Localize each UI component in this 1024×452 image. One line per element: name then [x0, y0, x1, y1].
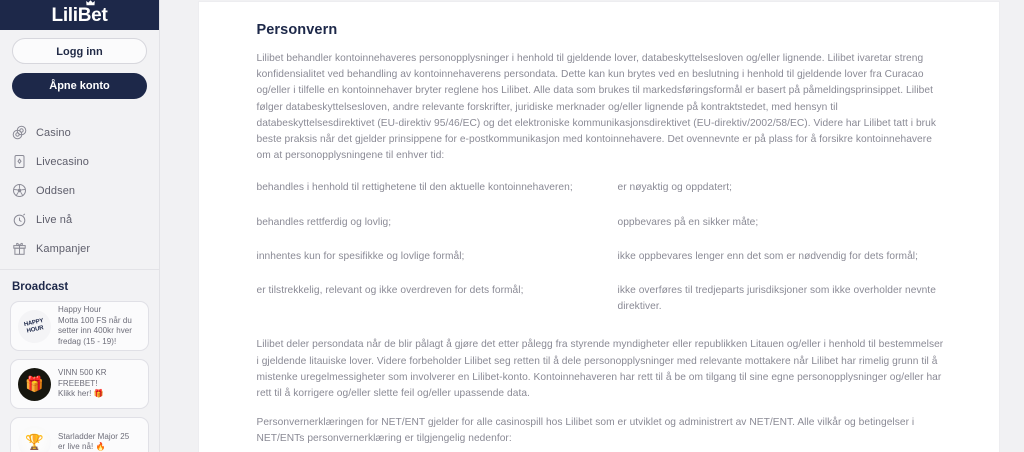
broadcast-list: [0, 301, 159, 452]
logo-bar: [0, 0, 159, 30]
gift-box-badge-icon: 🎁: [18, 368, 51, 401]
principles-column-left: [257, 180, 586, 315]
crown-icon: [86, 0, 95, 6]
sidebar-item-label: Oddsen: [36, 184, 76, 197]
list-item[interactable]: [10, 417, 149, 452]
main-navigation: [0, 114, 159, 270]
list-item: oppbevares på en sikker måte;: [617, 216, 759, 228]
broadcast-heading: Broadcast: [12, 281, 69, 293]
gift-icon: [12, 241, 27, 256]
list-item: innhentes kun for spesifikke og lovlige formål;: [256, 250, 465, 262]
auth-buttons: [0, 30, 159, 114]
sidebar-item-label: Kampanjer: [36, 242, 91, 255]
privacy-policy-card: [199, 2, 999, 452]
promo-line-1: Starladder Major 25: [58, 431, 130, 441]
football-icon: [12, 183, 27, 198]
list-item[interactable]: [10, 359, 149, 409]
brand-logo[interactable]: [52, 6, 108, 25]
register-button[interactable]: Åpne konto: [12, 73, 147, 99]
promo-line-2: Klikk her! 🎁: [58, 389, 104, 399]
promo-line-3: setter inn 400kr hver: [58, 326, 132, 335]
promo-line-4: fredag (15 - 19)!: [58, 336, 117, 346]
playing-card-icon: [12, 154, 27, 169]
page-title: Personvern: [256, 22, 338, 38]
main-content: [160, 0, 1024, 452]
login-button[interactable]: Logg inn: [12, 38, 147, 64]
happy-hour-badge-icon: [15, 306, 54, 345]
principles-two-column-list: [257, 180, 947, 315]
list-item: ikke overføres til tredjeparts jurisdiksjoner som ikke overholder nevnte direktiver.: [617, 285, 936, 313]
happy-hour-badge-text: HAPPY HOUR: [23, 317, 45, 334]
sidebar-item-label: Livecasino: [36, 155, 89, 168]
promo-text: [58, 368, 141, 400]
promo-text: [58, 305, 132, 347]
sidebar-item-label: Casino: [36, 126, 71, 139]
netent-paragraph: Personvernerklæringen for NET/ENT gjelder for alle casinospill hos Lilibet som er utviklet og administrert av NET/ENT. Alle vilkår og betingelser i NET/ENTs personvernerklæring er tilgjengelig nedenfor:: [256, 417, 915, 445]
list-item: behandles i henhold til rettighetene til den aktuelle kontoinnehaveren;: [256, 182, 573, 194]
sharing-paragraph: Lilibet deler persondata når de blir pålagt å gjøre det etter pålegg fra styrende myndigheter eller republikken Litauen og/eller i henhold til bestemmelser i gjeldende litauiske lover. Videre forbeholder Lilibet seg retten til å dele personopplysninger med relevante mottakere når Lilibet har rimelig grunn til å mistenke uregelmessigheter som involverer en Lilibet-konto. Kontoinnehaveren har rett til å be om tilgang til sine egne personopplysninger og/eller har rett til å korrigere og/eller slette feil og/eller upassende data.: [256, 339, 944, 400]
promo-text: [58, 432, 129, 452]
sidebar-item-kampanjer[interactable]: [0, 234, 159, 263]
promo-line-1: VINN 500 KR FREEBET!: [58, 368, 107, 388]
intro-paragraph: Lilibet behandler kontoinnehaveres personopplysninger i henhold til gjeldende lover, databeskyttelsesloven og/eller lignende. Lilibet ivaretar streng konfidensialitet ved behandling av kontoinnehaverens persondata. Dette kan kun brytes ved en beslutning i henhold til gjeldende lover fra Curacao og/eller i tilfelle en kontoinnehaver bryter reglene hos Lilibet. Alle data som brukes til markedsføringsformål er basert på påmeldingsprinsippet. Lilibet følger databeskyttelsesloven, andre relevante forskrifter, juridiske merknader og/eller lignende på kontraktstedet, med hensyn til databeskyttelsesdirektivet (EU-direktiv 95/46/EC) og det elektroniske kommunikasjonsdirektivet (EU-direktiv/2002/58/EC). Videre har Lilibet tatt i bruk beste praksis når det gjelder prinsippene for e-postkommunikasjon med kontoinnehavere. Det ovennevnte er på plass for å forsikre kontoinnehavere om at personopplysningene til enhver tid:: [256, 53, 936, 162]
list-item[interactable]: [10, 301, 149, 351]
sidebar-item-casino[interactable]: [0, 118, 159, 147]
sidebar-item-livecasino[interactable]: [0, 147, 159, 176]
list-item: behandles rettferdig og lovlig;: [256, 216, 392, 228]
sidebar: [0, 0, 160, 452]
promo-line-1: Happy Hour: [58, 305, 102, 314]
list-item: er nøyaktig og oppdatert;: [617, 182, 733, 194]
casino-chips-icon: [12, 125, 27, 140]
promo-line-2: Motta 100 FS når du: [58, 315, 132, 325]
list-item: er tilstrekkelig, relevant og ikke overdreven for dets formål;: [256, 285, 524, 297]
promo-line-2: er live nå! 🔥: [58, 442, 106, 451]
list-item: ikke oppbevares lenger enn det som er nødvendig for dets formål;: [617, 250, 918, 262]
starladder-badge-icon: 🏆: [18, 426, 51, 452]
sidebar-item-oddsen[interactable]: [0, 176, 159, 205]
sidebar-item-label: Live nå: [36, 213, 73, 226]
stopwatch-icon: [12, 212, 27, 227]
brand-logo-text: LiliBet: [51, 4, 108, 26]
principles-column-right: [618, 180, 947, 315]
sidebar-item-live-na[interactable]: [0, 205, 159, 234]
